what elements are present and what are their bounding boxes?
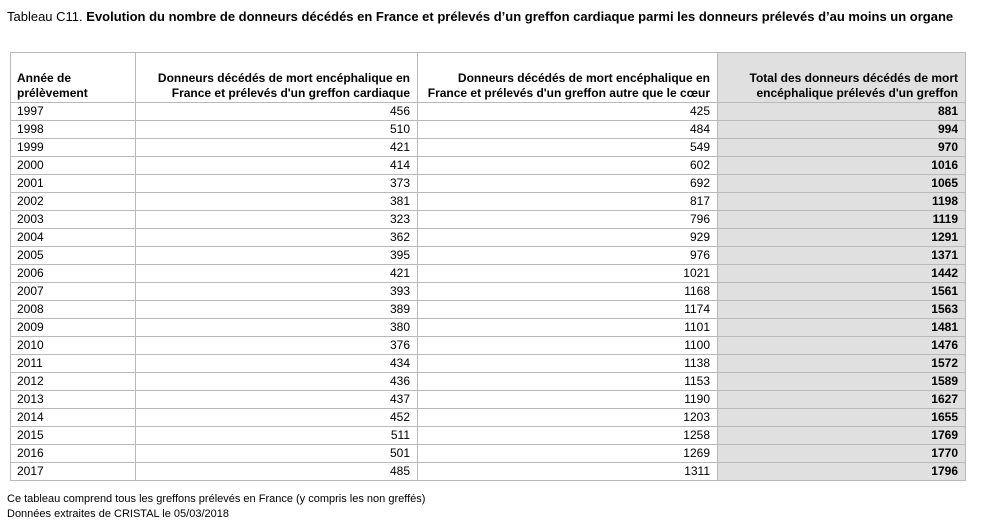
cell-year: 2011 xyxy=(11,355,136,373)
table-row xyxy=(11,283,966,301)
cell-year: 2007 xyxy=(11,283,136,301)
cell-year: 2008 xyxy=(11,301,136,319)
cell-cardiac: 511 xyxy=(136,427,418,445)
cell-other: 796 xyxy=(418,211,718,229)
cell-cardiac: 437 xyxy=(136,391,418,409)
cell-year: 2005 xyxy=(11,247,136,265)
cell-cardiac: 510 xyxy=(136,121,418,139)
table-body xyxy=(11,103,966,481)
cell-cardiac: 389 xyxy=(136,301,418,319)
cell-total: 970 xyxy=(718,139,966,157)
cell-year: 1999 xyxy=(11,139,136,157)
cell-cardiac: 501 xyxy=(136,445,418,463)
cell-total: 1561 xyxy=(718,283,966,301)
cell-cardiac: 323 xyxy=(136,211,418,229)
table-row xyxy=(11,139,966,157)
cell-total: 1371 xyxy=(718,247,966,265)
table-row xyxy=(11,229,966,247)
cell-other: 1269 xyxy=(418,445,718,463)
cell-year: 2015 xyxy=(11,427,136,445)
cell-year: 2016 xyxy=(11,445,136,463)
table-row xyxy=(11,103,966,121)
cell-cardiac: 456 xyxy=(136,103,418,121)
cell-total: 1016 xyxy=(718,157,966,175)
table-row xyxy=(11,391,966,409)
cell-total: 1655 xyxy=(718,409,966,427)
cell-total: 1627 xyxy=(718,391,966,409)
cell-cardiac: 362 xyxy=(136,229,418,247)
cell-year: 2009 xyxy=(11,319,136,337)
cell-total: 1563 xyxy=(718,301,966,319)
cell-cardiac: 414 xyxy=(136,157,418,175)
column-header-cardiac: Donneurs décédés de mort encéphalique en France et prélevés d'un greffon cardiaque xyxy=(136,53,418,103)
cell-other: 1021 xyxy=(418,265,718,283)
cell-cardiac: 373 xyxy=(136,175,418,193)
column-header-year: Année de prélèvement xyxy=(11,53,136,103)
cell-cardiac: 381 xyxy=(136,193,418,211)
table-row xyxy=(11,355,966,373)
table-row xyxy=(11,157,966,175)
table-row xyxy=(11,193,966,211)
cell-other: 1168 xyxy=(418,283,718,301)
cell-cardiac: 395 xyxy=(136,247,418,265)
cell-year: 1997 xyxy=(11,103,136,121)
footnote-source: Données extraites de CRISTAL le 05/03/2018 xyxy=(7,508,229,520)
cell-cardiac: 485 xyxy=(136,463,418,481)
table-row xyxy=(11,337,966,355)
cell-cardiac: 436 xyxy=(136,373,418,391)
column-header-total: Total des donneurs décédés de mort encéphalique prélevés d'un greffon xyxy=(718,53,966,103)
table-row xyxy=(11,247,966,265)
cell-cardiac: 421 xyxy=(136,265,418,283)
cell-other: 976 xyxy=(418,247,718,265)
cell-cardiac: 376 xyxy=(136,337,418,355)
table-row xyxy=(11,409,966,427)
cell-year: 2017 xyxy=(11,463,136,481)
cell-total: 1119 xyxy=(718,211,966,229)
cell-cardiac: 380 xyxy=(136,319,418,337)
cell-total: 1065 xyxy=(718,175,966,193)
cell-year: 2001 xyxy=(11,175,136,193)
cell-year: 2006 xyxy=(11,265,136,283)
cell-other: 1153 xyxy=(418,373,718,391)
cell-other: 1138 xyxy=(418,355,718,373)
cell-total: 1291 xyxy=(718,229,966,247)
cell-total: 1589 xyxy=(718,373,966,391)
cell-total: 1769 xyxy=(718,427,966,445)
cell-total: 1442 xyxy=(718,265,966,283)
cell-other: 1101 xyxy=(418,319,718,337)
cell-year: 2014 xyxy=(11,409,136,427)
table-row xyxy=(11,463,966,481)
cell-total: 1481 xyxy=(718,319,966,337)
table-row xyxy=(11,301,966,319)
cell-total: 1770 xyxy=(718,445,966,463)
cell-other: 602 xyxy=(418,157,718,175)
cell-year: 2012 xyxy=(11,373,136,391)
cell-total: 881 xyxy=(718,103,966,121)
table-row xyxy=(11,319,966,337)
cell-year: 1998 xyxy=(11,121,136,139)
cell-total: 1198 xyxy=(718,193,966,211)
cell-cardiac: 452 xyxy=(136,409,418,427)
cell-cardiac: 393 xyxy=(136,283,418,301)
table-row xyxy=(11,211,966,229)
cell-other: 692 xyxy=(418,175,718,193)
cell-total: 1476 xyxy=(718,337,966,355)
cell-cardiac: 421 xyxy=(136,139,418,157)
table-title-text: Evolution du nombre de donneurs décédés en France et prélevés d’un greffon cardiaque parmi les donneurs prélevés d’au moins un organe xyxy=(86,9,954,24)
cell-other: 1190 xyxy=(418,391,718,409)
cell-other: 1174 xyxy=(418,301,718,319)
table-row xyxy=(11,445,966,463)
cell-year: 2013 xyxy=(11,391,136,409)
footnote-scope: Ce tableau comprend tous les greffons prélevés en France (y compris les non greffés) xyxy=(7,493,426,505)
cell-other: 929 xyxy=(418,229,718,247)
table-row xyxy=(11,427,966,445)
cell-other: 1311 xyxy=(418,463,718,481)
cell-other: 1258 xyxy=(418,427,718,445)
cell-other: 1203 xyxy=(418,409,718,427)
cell-cardiac: 434 xyxy=(136,355,418,373)
cell-year: 2000 xyxy=(11,157,136,175)
table-row xyxy=(11,373,966,391)
cell-year: 2002 xyxy=(11,193,136,211)
table-title-prefix: Tableau C11. xyxy=(7,9,83,24)
column-header-other: Donneurs décédés de mort encéphalique en France et prélevés d'un greffon autre que le cœur xyxy=(418,53,718,103)
table-row xyxy=(11,121,966,139)
cell-year: 2004 xyxy=(11,229,136,247)
cell-total: 1796 xyxy=(718,463,966,481)
cell-other: 817 xyxy=(418,193,718,211)
cell-total: 1572 xyxy=(718,355,966,373)
table-title xyxy=(7,9,972,25)
cell-year: 2003 xyxy=(11,211,136,229)
table-row xyxy=(11,265,966,283)
cell-other: 484 xyxy=(418,121,718,139)
cell-other: 549 xyxy=(418,139,718,157)
cell-other: 1100 xyxy=(418,337,718,355)
data-table xyxy=(10,52,966,481)
table-row xyxy=(11,175,966,193)
cell-other: 425 xyxy=(418,103,718,121)
cell-total: 994 xyxy=(718,121,966,139)
cell-year: 2010 xyxy=(11,337,136,355)
table-header-row xyxy=(11,53,966,103)
